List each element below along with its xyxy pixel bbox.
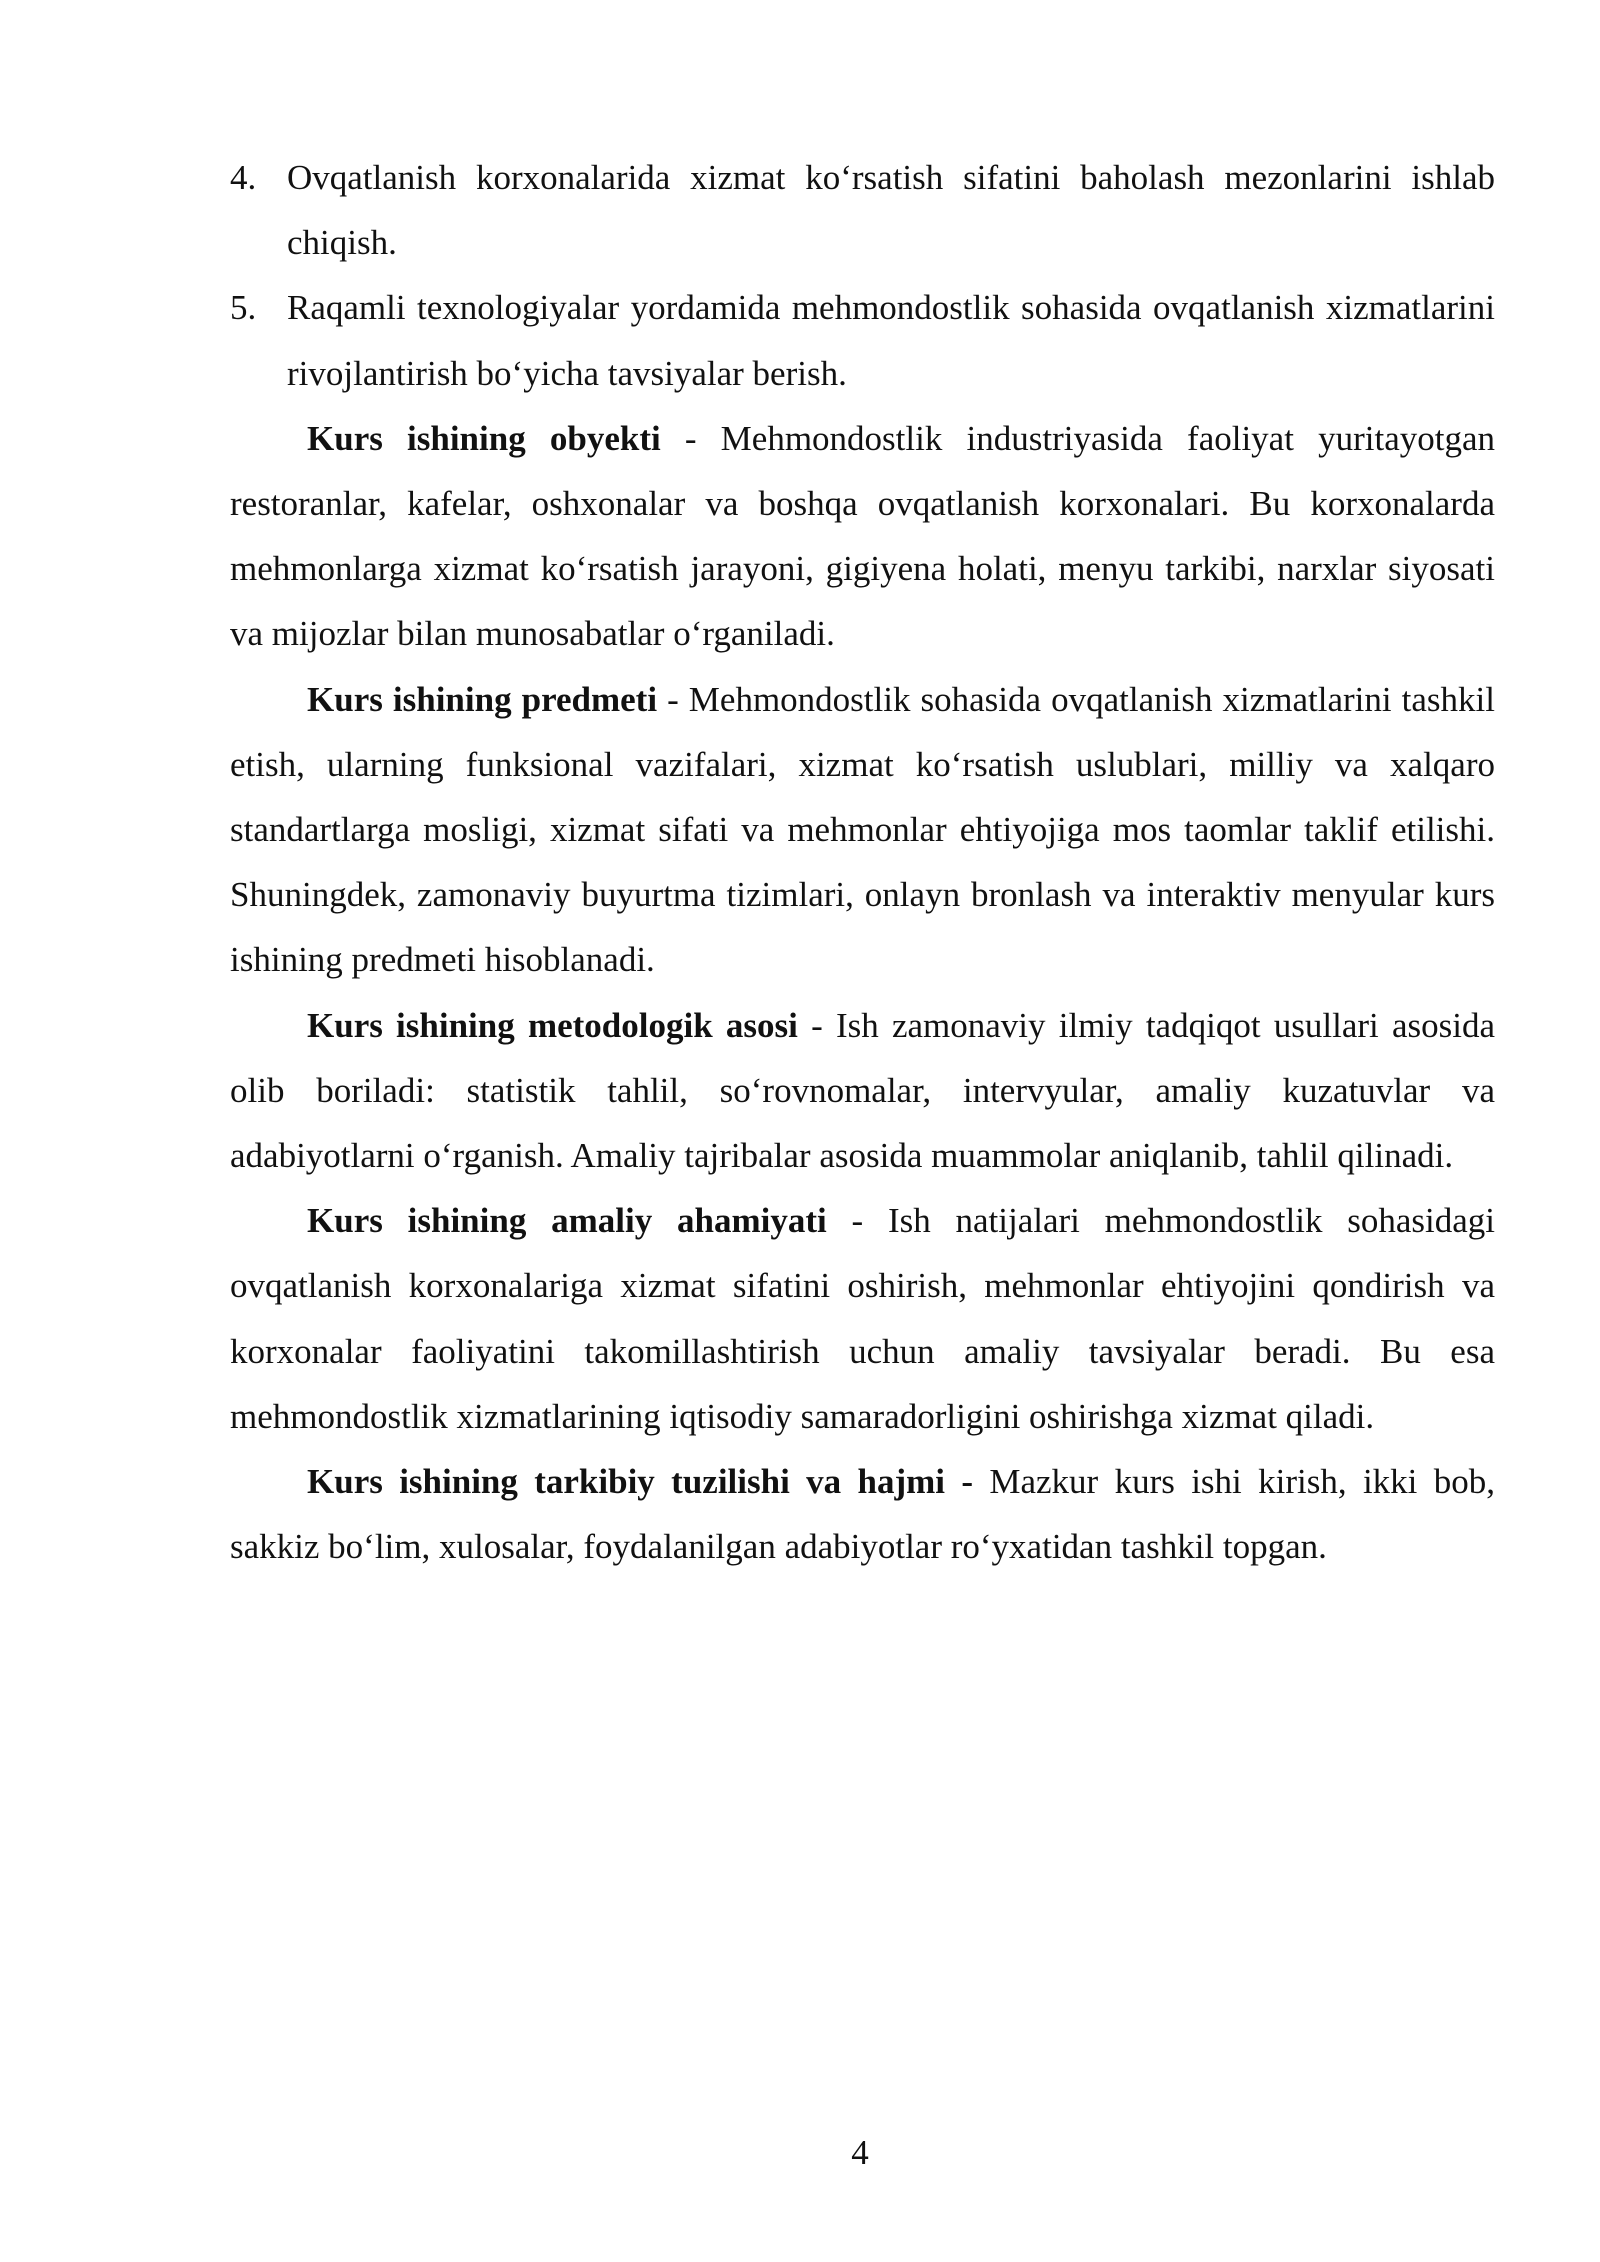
paragraph-heading: Kurs ishining amaliy ahamiyati <box>307 1201 827 1241</box>
page-content <box>230 145 1495 1579</box>
paragraph-text: Mazkur kurs ishi kirish, ikki bob, sakkiz bo‘lim, xulosalar, foydalanilgan adabiyotlar ro‘yxatidan tashkil topgan. <box>230 1462 1495 1567</box>
list-item-4 <box>230 145 1495 275</box>
paragraph-heading: Kurs ishining predmeti <box>307 679 658 719</box>
paragraph-heading: Kurs ishining metodologik asosi <box>307 1005 798 1045</box>
paragraph-practical-significance <box>230 1188 1495 1449</box>
paragraph-methodology <box>230 993 1495 1189</box>
paragraph-text: - Mehmondostlik industriyasida faoliyat yuritayotgan restoranlar, kafelar, oshxonalar va boshqa ovqatlanish korxonalari. Bu korxonalarda mehmonlarga xizmat ko‘rsatish jarayoni, gigiyena holati, menyu tarkibi, narxlar siyosati va mijozlar bilan munosabatlar o‘rganiladi. <box>230 418 1495 654</box>
paragraph-structure <box>230 1449 1495 1579</box>
paragraph-text: - Mehmondostlik sohasida ovqatlanish xizmatlarini tashkil etish, ularning funksional vazifalari, xizmat ko‘rsatish uslublari, milliy va xalqaro standartlarga mosligi, xizmat sifati va mehmonlar ehtiyojiga mos taomlar taklif etilishi. Shuningdek, zamonaviy buyurtma tizimlari, onlayn bronlash va interaktiv menyular kurs ishining predmeti hisoblanadi. <box>230 679 1495 980</box>
list-item-text: Ovqatlanish korxonalarida xizmat ko‘rsatish sifatini baholash mezonlarini ishlab chiqish. <box>287 158 1495 263</box>
page-number: 4 <box>851 2133 869 2172</box>
paragraph-heading: Kurs ishining tarkibiy tuzilishi va hajmi - <box>307 1462 974 1502</box>
paragraph-text: - Ish zamonaviy ilmiy tadqiqot usullari asosida olib boriladi: statistik tahlil, so‘rovnomalar, intervyular, amaliy kuzatuvlar va adabiyotlarni o‘rganish. Amaliy tajribalar asosida muammolar aniqlanib, tahlil qilinadi. <box>230 1005 1495 1176</box>
paragraph-subject <box>230 667 1495 993</box>
paragraph-object <box>230 406 1495 667</box>
paragraph-heading: Kurs ishining obyekti <box>307 418 661 458</box>
list-number: 4. <box>230 158 257 197</box>
list-number: 5. <box>230 288 257 328</box>
list-item-text: Raqamli texnologiyalar yordamida mehmondostlik sohasida ovqatlanish xizmatlarini rivojlantirish bo‘yicha tavsiyalar berish. <box>287 288 1495 393</box>
paragraph-text: - Ish natijalari mehmondostlik sohasidagi ovqatlanish korxonalariga xizmat sifatini oshirish, mehmonlar ehtiyojini qondirish va korxonalar faoliyatini takomillashtirish uchun amaliy tavsiyalar beradi. Bu esa mehmondostlik xizmatlarining iqtisodiy samaradorligini oshirishga xizmat qiladi. <box>230 1201 1495 1436</box>
list-item-5 <box>230 275 1495 405</box>
